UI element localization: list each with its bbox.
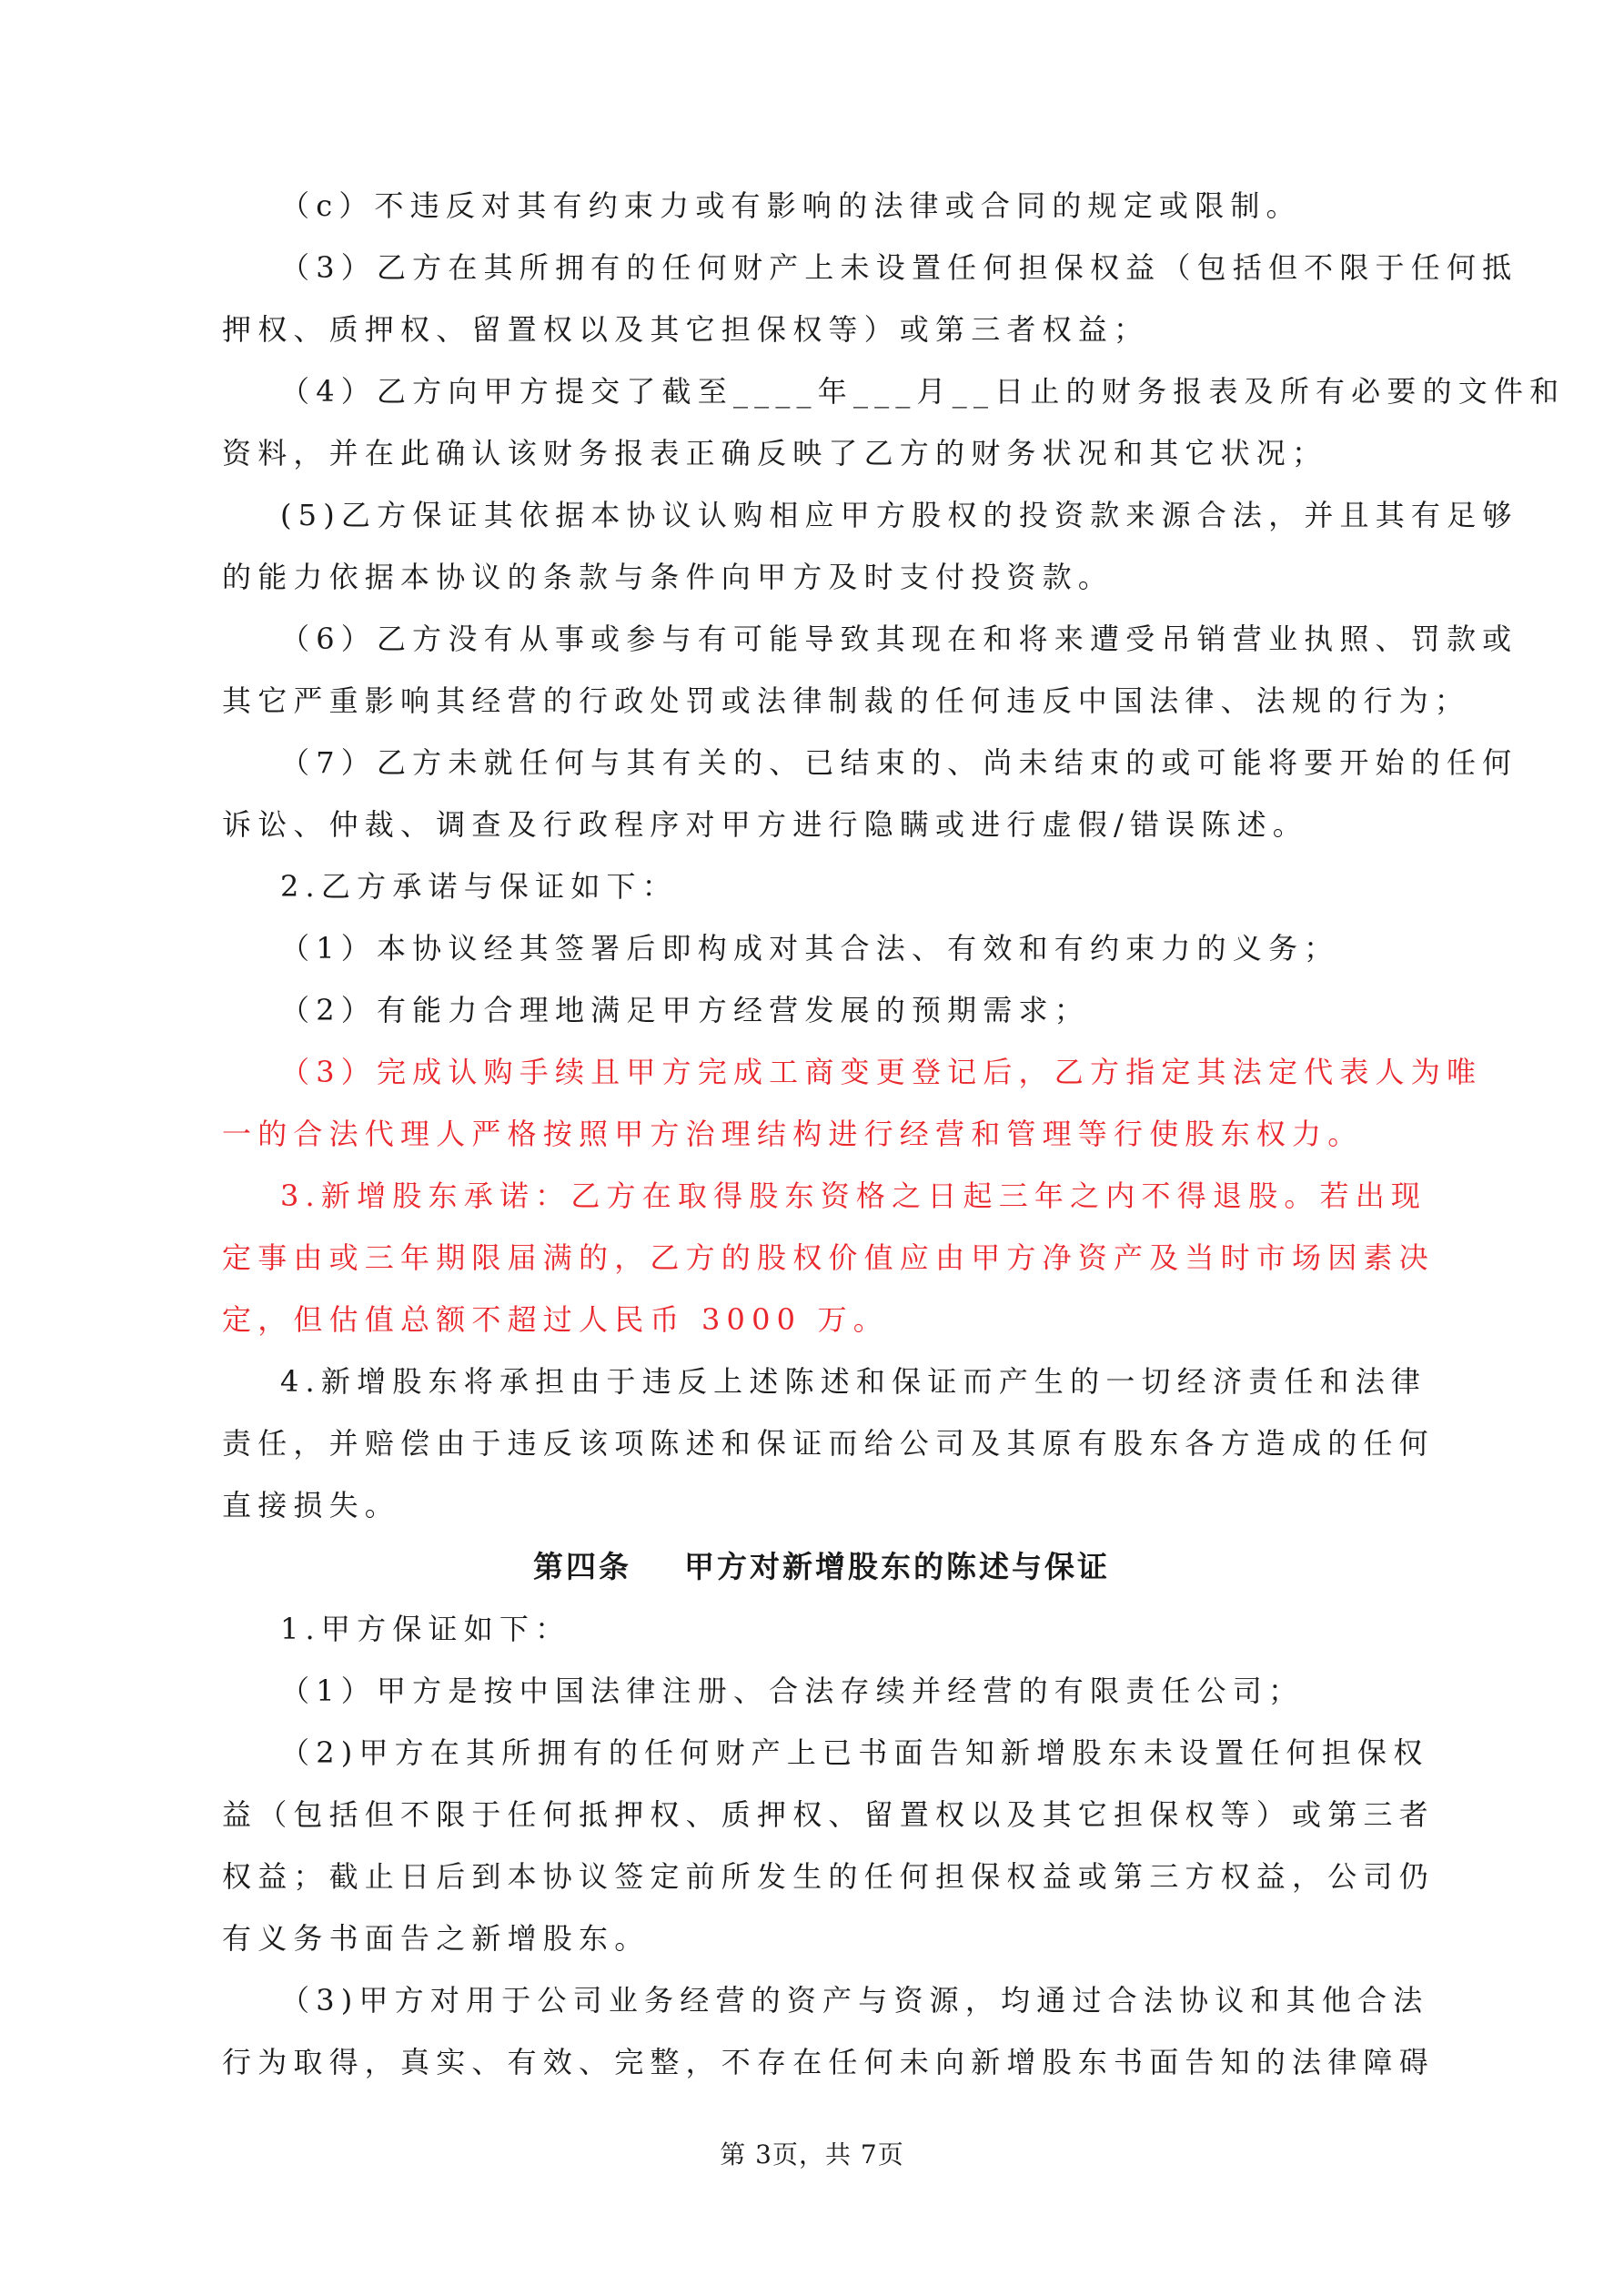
text-line: 4.新增股东将承担由于违反上述陈述和保证而产生的一切经济责任和法律 xyxy=(280,1364,1427,1399)
document-body xyxy=(222,175,1566,2093)
text-line: 权益；截止日后到本协议签定前所发生的任何担保权益或第三方权益，公司仍 xyxy=(222,1859,1435,1894)
text-line: 诉讼、仲裁、调查及行政程序对甲方进行隐瞒或进行虚假/错误陈述。 xyxy=(222,807,1308,842)
highlighted-text-line: 定事由或三年期限届满的，乙方的股权价值应由甲方净资产及当时市场因素决 xyxy=(222,1240,1435,1275)
text-line: (5)乙方保证其依据本协议认购相应甲方股权的投资款来源合法，并且其有足够 xyxy=(280,498,1518,532)
highlighted-text-line: 一的合法代理人严格按照甲方治理结构进行经营和管理等行使股东权力。 xyxy=(222,1117,1364,1151)
section-heading: 第四条 甲方对新增股东的陈述与保证 xyxy=(533,1549,1110,1584)
text-line: （1）甲方是按中国法律注册、合法存续并经营的有限责任公司； xyxy=(280,1674,1305,1708)
text-line: （2)甲方在其所拥有的任何财产上已书面告知新增股东未设置任何担保权 xyxy=(280,1735,1429,1770)
text-line: 有义务书面告之新增股东。 xyxy=(222,1921,651,1956)
text-line: （4）乙方向甲方提交了截至____年___月__日止的财务报表及所有必要的文件和 xyxy=(280,374,1566,409)
text-line: （3)甲方对用于公司业务经营的资产与资源，均通过合法协议和其他合法 xyxy=(280,1983,1429,2018)
text-line: 其它严重影响其经营的行政处罚或法律制裁的任何违反中国法律、法规的行为； xyxy=(222,683,1471,718)
text-line: （6）乙方没有从事或参与有可能导致其现在和将来遭受吊销营业执照、罚款或 xyxy=(280,622,1518,656)
text-line: （c）不违反对其有约束力或有影响的法律或合同的规定或限制。 xyxy=(280,188,1302,223)
text-line: 行为取得，真实、有效、完整，不存在任何未向新增股东书面告知的法律障碍 xyxy=(222,2045,1435,2079)
text-line: 2.乙方承诺与保证如下： xyxy=(280,869,678,904)
text-line: 资料，并在此确认该财务报表正确反映了乙方的财务状况和其它状况； xyxy=(222,436,1328,470)
text-line: 押权、质押权、留置权以及其它担保权等）或第三者权益； xyxy=(222,312,1150,347)
text-line: 责任，并赔偿由于违反该项陈述和保证而给公司及其原有股东各方造成的任何 xyxy=(222,1426,1435,1461)
highlighted-text-line: 定，但估值总额不超过人民币 3000 万。 xyxy=(222,1302,889,1337)
text-line: 1.甲方保证如下： xyxy=(280,1612,571,1646)
text-line: （1）本协议经其签署后即构成对其合法、有效和有约束力的义务； xyxy=(280,931,1340,966)
text-line: 的能力依据本协议的条款与条件向甲方及时支付投资款。 xyxy=(222,560,1115,594)
text-line: （7）乙方未就任何与其有关的、已结束的、尚未结束的或可能将要开始的任何 xyxy=(280,745,1518,780)
text-line: 直接损失。 xyxy=(222,1488,401,1522)
highlighted-text-line: （3）完成认购手续且甲方完成工商变更登记后，乙方指定其法定代表人为唯 xyxy=(280,1055,1483,1089)
text-line: 益（包括但不限于任何抵押权、质押权、留置权以及其它担保权等）或第三者 xyxy=(222,1797,1435,1832)
text-line: （3）乙方在其所拥有的任何财产上未设置任何担保权益（包括但不限于任何抵 xyxy=(280,250,1518,285)
text-line: （2）有能力合理地满足甲方经营发展的预期需求； xyxy=(280,993,1090,1027)
highlighted-text-line: 3.新增股东承诺：乙方在取得股东资格之日起三年之内不得退股。若出现 xyxy=(280,1178,1427,1213)
page-footer: 第 3页，共 7页 xyxy=(720,2139,904,2170)
